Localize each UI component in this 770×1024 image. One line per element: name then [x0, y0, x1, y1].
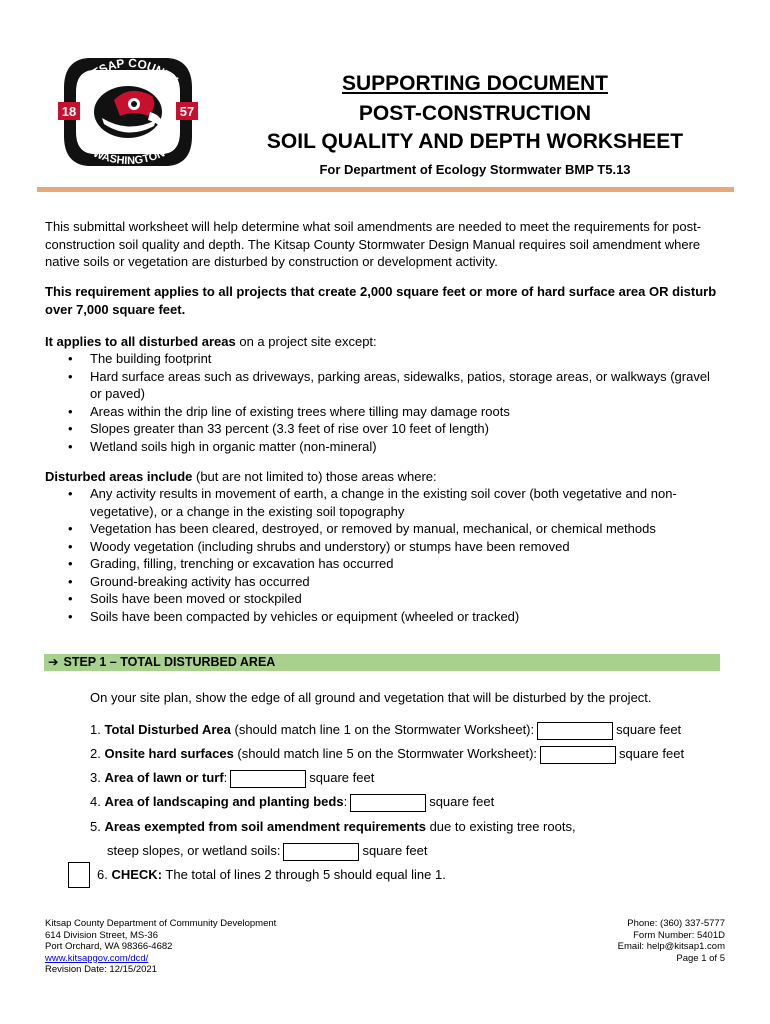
document-title-line2: POST-CONSTRUCTION — [358, 102, 592, 125]
line4-landscaping: 4. Area of landscaping and planting beds: square feet — [90, 793, 494, 812]
document-title: SUPPORTING DOCUMENT — [341, 72, 608, 95]
list-item: • Grading, filling, trenching or excavation has occurred — [45, 555, 725, 573]
document-title-line3: SOIL QUALITY AND DEPTH WORKSHEET — [266, 130, 684, 153]
footer-dept: Kitsap County Department of Community Development — [45, 918, 277, 929]
svg-text:18: 18 — [61, 104, 77, 119]
footer-address2: Port Orchard, WA 98366-4682 — [45, 941, 173, 952]
footer-page-number: Page 1 of 5 — [676, 952, 725, 964]
line5-continuation: steep slopes, or wetland soils: square feet — [107, 842, 427, 861]
line3-lawn-turf: 3. Area of lawn or turf: square feet — [90, 769, 374, 788]
applies-heading: It applies to all disturbed areas on a project site except: — [45, 334, 377, 349]
exceptions-list — [45, 350, 725, 455]
svg-text:KITSAP COUNTY: KITSAP COUNTY — [78, 55, 181, 88]
list-item: • Slopes greater than 33 percent (3.3 feet of rise over 10 feet of length) — [45, 420, 725, 438]
list-item: • Any activity results in movement of earth, a change in the existing soil cover (both vegetative and non-vegetative), or a change in the existing soil topography — [45, 485, 725, 520]
list-item: • Hard surface areas such as driveways, parking areas, sidewalks, patios, storage areas, or walkways (gravel or paved) — [45, 368, 725, 403]
disturbed-heading: Disturbed areas include (but are not limited to) those areas where: — [45, 469, 437, 484]
kitsap-county-logo — [58, 50, 198, 174]
footer-website-link[interactable]: www.kitsapgov.com/dcd/ — [45, 952, 149, 964]
hard-surfaces-input[interactable] — [540, 746, 616, 764]
line6-check: 6. CHECK: The total of lines 2 through 5 should equal line 1. — [97, 867, 446, 882]
list-item: • Woody vegetation (including shrubs and understory) or stumps have been removed — [45, 538, 725, 556]
list-item: • Soils have been compacted by vehicles or equipment (wheeled or tracked) — [45, 608, 725, 626]
list-item: • Ground-breaking activity has occurred — [45, 573, 725, 591]
total-disturbed-area-input[interactable] — [537, 722, 613, 740]
list-item: • Vegetation has been cleared, destroyed, or removed by manual, mechanical, or chemical methods — [45, 520, 725, 538]
list-item: • The building footprint — [45, 350, 725, 368]
arrow-right-icon: ➔ — [48, 655, 59, 669]
list-item: • Soils have been moved or stockpiled — [45, 590, 725, 608]
list-item: • Wetland soils high in organic matter (non-mineral) — [45, 438, 725, 456]
step1-instruction: On your site plan, show the edge of all ground and vegetation that will be disturbed by the project. — [90, 690, 652, 705]
step1-heading: ➔ STEP 1 – TOTAL DISTURBED AREA — [44, 654, 720, 671]
footer-form-number: Form Number: 5401D — [633, 929, 725, 941]
line1-total-disturbed: 1. Total Disturbed Area (should match line 1 on the Stormwater Worksheet): square feet — [90, 721, 681, 740]
exempted-areas-input[interactable] — [283, 843, 359, 861]
document-subtitle: For Department of Ecology Stormwater BMP T5.13 — [319, 162, 631, 177]
landscaping-input[interactable] — [350, 794, 426, 812]
disturbed-list — [45, 485, 725, 625]
svg-text:WASHINGTON: WASHINGTON — [91, 147, 167, 168]
footer-email: Email: help@kitsap1.com — [617, 941, 725, 952]
lawn-turf-input[interactable] — [230, 770, 306, 788]
line5-exempted: 5. Areas exempted from soil amendment requirements due to existing tree roots, — [90, 819, 576, 834]
intro-paragraph: This submittal worksheet will help determine what soil amendments are needed to meet the requirements for post-construction soil quality and depth. The Kitsap County Stormwater Design Manual requires soil amendment where native soils or vegetation are disturbed by construction or development activity. — [45, 219, 702, 269]
requirement-paragraph: This requirement applies to all projects that create 2,000 square feet or more of hard surface area OR disturb over 7,000 square feet. — [45, 284, 717, 317]
footer-revision: Revision Date: 12/15/2021 — [45, 964, 157, 975]
footer-phone: Phone: (360) 337-5777 — [627, 918, 725, 929]
header-divider — [37, 187, 734, 192]
footer-right — [618, 918, 725, 964]
line2-hard-surfaces: 2. Onsite hard surfaces (should match line 5 on the Stormwater Worksheet): square feet — [90, 745, 684, 764]
svg-text:57: 57 — [179, 104, 195, 119]
footer-address1: 614 Division Street, MS-36 — [45, 929, 158, 941]
footer-left — [45, 918, 276, 976]
list-item: • Areas within the drip line of existing trees where tilling may damage roots — [45, 403, 725, 421]
check-checkbox[interactable] — [68, 862, 90, 888]
